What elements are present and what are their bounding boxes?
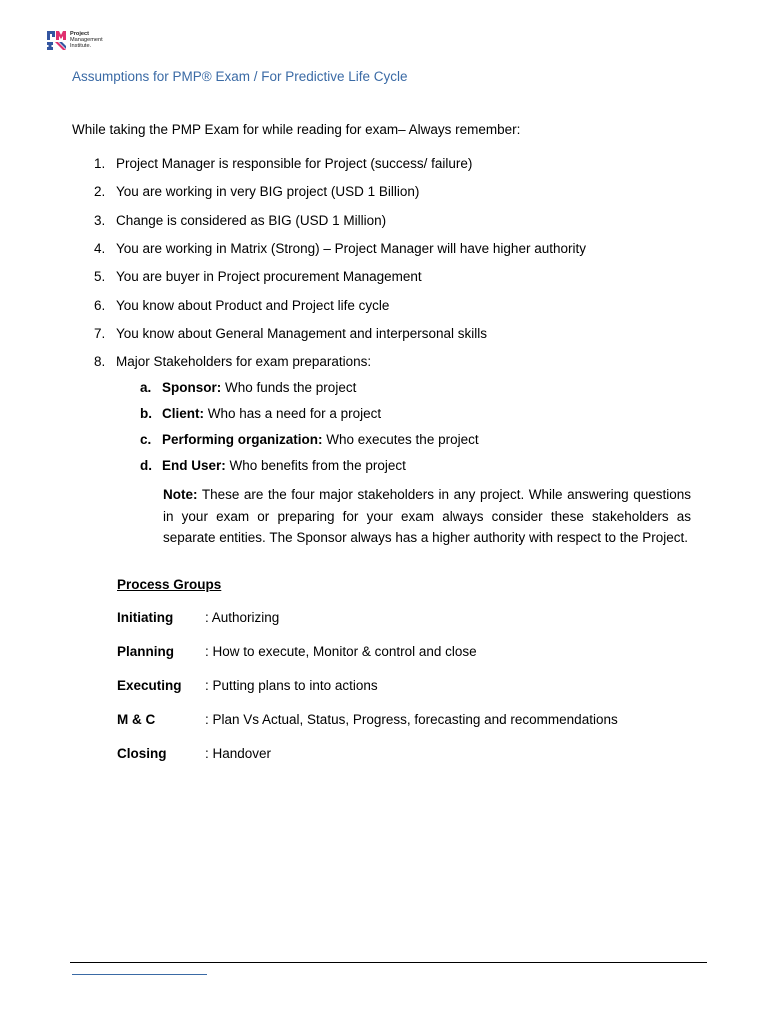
list-number: 7. xyxy=(94,326,106,341)
list-text: Major Stakeholders for exam preparations: xyxy=(116,354,372,369)
process-group-desc: : Putting plans to into actions xyxy=(205,678,378,693)
process-group-name: Planning xyxy=(117,644,174,659)
process-group-row xyxy=(117,644,477,659)
process-group-desc: : How to execute, Monitor & control and close xyxy=(205,644,477,659)
process-group-name: Closing xyxy=(117,746,167,761)
list-number: 8. xyxy=(94,354,106,369)
list-number: 1. xyxy=(94,156,106,171)
stakeholder-letter: b. xyxy=(140,406,152,421)
process-group-row xyxy=(117,678,378,693)
list-item xyxy=(94,156,472,171)
stakeholder-term: Sponsor: xyxy=(162,380,222,395)
list-item xyxy=(94,326,487,341)
stakeholder-letter: a. xyxy=(140,380,152,395)
note-text: These are the four major stakeholders in any project. While answering questions in your exam or preparing for your exam always consider these stakeholders as separate entities. The Sponsor always has a higher authority with respect to the Project. xyxy=(163,487,691,545)
list-item xyxy=(94,213,386,228)
pmi-logo-icon xyxy=(47,30,67,50)
process-group-name: Executing xyxy=(117,678,182,693)
list-number: 2. xyxy=(94,184,106,199)
list-number: 6. xyxy=(94,298,106,313)
list-number: 3. xyxy=(94,213,106,228)
list-number: 5. xyxy=(94,269,106,284)
list-item xyxy=(94,241,586,256)
process-groups-heading: Process Groups xyxy=(117,577,222,592)
note-label: Note: xyxy=(163,487,198,502)
process-group-name: Initiating xyxy=(117,610,174,625)
list-item xyxy=(94,298,389,313)
stakeholder-letter: c. xyxy=(140,432,152,447)
process-group-desc: : Authorizing xyxy=(205,610,280,625)
process-group-row xyxy=(117,746,271,761)
document-title: Assumptions for PMP® Exam / For Predictive Life Cycle xyxy=(72,69,408,84)
list-text: Change is considered as BIG (USD 1 Million) xyxy=(116,213,387,228)
logo-line-3: Institute. xyxy=(70,43,92,49)
footer-divider xyxy=(70,962,707,963)
process-group-name: M & C xyxy=(117,712,156,727)
intro-text: While taking the PMP Exam for while reading for exam– Always remember: xyxy=(72,122,521,137)
stakeholder-letter: d. xyxy=(140,458,152,473)
logo-wordmark xyxy=(70,31,103,49)
list-item xyxy=(94,269,422,284)
list-number: 4. xyxy=(94,241,106,256)
stakeholder-item xyxy=(140,380,356,395)
process-group-row xyxy=(117,610,279,625)
list-text: You are working in very BIG project (USD 1 Billion) xyxy=(116,184,420,199)
stakeholder-desc: Who has a need for a project xyxy=(204,406,382,421)
stakeholder-desc: Who benefits from the project xyxy=(225,458,406,473)
list-text: You are working in Matrix (Strong) – Project Manager will have higher authority xyxy=(116,241,586,256)
list-item xyxy=(94,354,371,369)
stakeholder-item xyxy=(140,406,381,421)
list-text: You know about General Management and interpersonal skills xyxy=(116,326,487,341)
logo-line-1: Project xyxy=(70,31,89,37)
stakeholder-term: Performing organization: xyxy=(162,432,323,447)
process-group-row xyxy=(117,712,618,727)
stakeholder-item xyxy=(140,458,406,473)
stakeholder-item xyxy=(140,432,479,447)
list-item xyxy=(94,184,419,199)
stakeholder-desc: Who funds the project xyxy=(221,380,357,395)
list-text: Project Manager is responsible for Project (success/ failure) xyxy=(116,156,473,171)
list-text: You know about Product and Project life cycle xyxy=(116,298,390,313)
process-group-desc: : Plan Vs Actual, Status, Progress, forecasting and recommendations xyxy=(205,712,618,727)
pmi-logo xyxy=(47,30,103,50)
stakeholder-term: End User: xyxy=(162,458,226,473)
stakeholder-term: Client: xyxy=(162,406,204,421)
footer-link[interactable] xyxy=(72,974,207,975)
stakeholder-desc: Who executes the project xyxy=(322,432,479,447)
process-group-desc: : Handover xyxy=(205,746,272,761)
note-paragraph xyxy=(163,484,691,549)
logo-line-2: Management xyxy=(70,37,103,43)
list-text: You are buyer in Project procurement Management xyxy=(116,269,422,284)
